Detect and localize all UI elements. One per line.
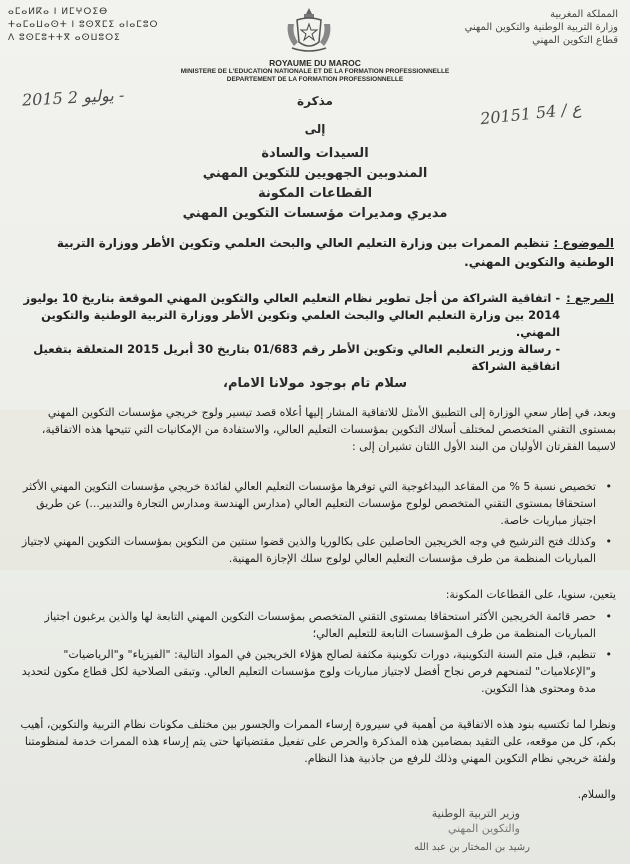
intro-paragraph: وبعد، في إطار سعي الوزارة إلى التطبيق الأمثل للاتفاقية المشار إليها أعلاه قصد تيسير ولوج خريجي مؤسسات التكوين المهني بمستوى التقني المتخصص لمختلف أسلاك التكوين بمؤسسات التعليم العالي، والاستفادة من الإمكانيات التي تتيحها هذه الاتفاقية، لاسيما الفقرتان الأوليان من البند الأول اللتان تشيران إلى :: [41, 406, 616, 453]
subject-label: الموضوع :: [553, 236, 614, 250]
list-item: [14, 478, 612, 529]
handwritten-date: 2015 يوليو 2 -: [21, 85, 125, 110]
header-arabic-line: قطاع التكوين المهني: [532, 35, 618, 46]
duty-intro: يتعين، سنويا، على القطاعات المكونة:: [445, 588, 616, 601]
bullet-list-1: [14, 478, 616, 567]
addressee-line: مديري ومديرات مؤسسات التكوين المهني: [182, 206, 448, 221]
addressee-line: المندوبين الجهويين للتكوين المهني: [202, 166, 428, 181]
subject: [14, 234, 614, 272]
bullet-icon: •: [605, 480, 612, 493]
list-item-text: وكذلك فتح الترشيح في وجه الخريجين الحاصلين على بكالوريا والذين قضوا سنتين من التكوين بمؤسسات التكوين المهني لاجتياز المباريات المنظمة من طرف مؤسسات التعليم العالي لولوج سلك الإجازة المهنية.: [21, 535, 596, 565]
subject-text: تنظيم الممرات بين وزارة التعليم العالي والبحث العلمي وتكوين الأطر ووزارة التربية الوطنية والتكوين المهني.: [56, 236, 614, 269]
handwritten-reference: 20151 ع / 54: [479, 98, 583, 129]
header-tifinagh: [8, 6, 218, 45]
royal-emblem-icon: [282, 4, 336, 56]
tifinagh-line: ⴰⵎⴰⵍⴽⴰ ⵏ ⵍⵎⵖⵔⵉⴱ: [8, 7, 109, 17]
reference-item: - اتفاقية الشراكة من أجل تطوير نظام التعليم العالي والتكوين المهني الموقعة بتاريخ 10 يوليوز 2014 بين وزارة التعليم العالي والبحث العلمي وتكوين الأطر ووزارة التربية الوطنية والتكوين المهني.: [23, 291, 561, 339]
tifinagh-line: ⴷ ⵓⵙⵎⵓⵜⵜⴳ ⴰⵙⵡⵓⵔⵉ: [8, 33, 121, 43]
addressee-line: القطاعات المكونة: [257, 186, 373, 201]
signature-title: وزير التربية الوطنية: [431, 807, 520, 820]
to-label: إلى: [304, 122, 326, 136]
salutation: والسلام.: [577, 788, 616, 801]
closing-paragraph: ونظرا لما تكتسيه بنود هذه الاتفاقية من أهمية في سيرورة إرساء الممرات والجسور بين مختلف مكونات نظام التربية والتكوين، أهيب بكم، كل من موقعه، على التقيد بمضامين هذه المذكرة والحرص على تفعيل مقتضياتها حتى يتم إرساء هذه الممرات خدمة لمنظومتنا ولفئة خريجي نظام التكوين المهني وذلك للرفع من جاذبية هذا النظام.: [20, 718, 616, 765]
list-item: [14, 533, 612, 567]
greeting: سلام تام بوجود مولانا الامام،: [223, 376, 407, 391]
list-item-text: تخصيص نسبة 5 % من المقاعد البيداغوجية التي توفرها مؤسسات التعليم العالي لفائدة خريجي مؤسسات التكوين المهني الأكثر استحقاقا بمستوى التقني المتخصص لولوج مؤسسات التعليم العالي (مدارس الهندسة ومدارس التجارة والتدبير...) عن طريق اجتياز مباريات خاصة.: [22, 480, 596, 527]
list-item: [14, 608, 612, 642]
bullet-icon: •: [605, 648, 612, 661]
addressee-line: السيدات والسادة: [261, 146, 369, 161]
list-item-text: حصر قائمة الخريجين الأكثر استحقاقا بمستوى التقني المتخصص بمؤسسات التكوين المهني التابعة لها والذين يرغبون اجتياز المباريات المنظمة من طرف المؤسسات التابعة للتعليم العالي؛: [44, 610, 596, 640]
ministry-name: MINISTERE DE L'EDUCATION NATIONALE ET DE LA FORMATION PROFESSIONNELLE: [180, 68, 450, 75]
kingdom-name: ROYAUME DU MAROC: [269, 58, 361, 68]
header-arabic-line: المملكة المغربية: [550, 9, 618, 20]
header-arabic: [418, 8, 618, 47]
signature-block: [330, 806, 520, 836]
list-item: [14, 646, 612, 697]
memo-title: مذكرة: [297, 94, 333, 108]
references-label: المرجع :: [566, 291, 614, 305]
references-list: [14, 290, 560, 375]
reference-item: - رسالة وزير التعليم العالي وتكوين الأطر رقم 01/683 بتاريخ 30 أبريل 2015 المتعلقة بتفعيل اتفاقية الشراكة: [33, 342, 561, 373]
tifinagh-line: ⵜⴰⵎⴰⵡⴰⵙⵜ ⵏ ⵓⵙⴳⵎⵉ ⴰⵏⴰⵎⵓⵔ: [8, 20, 159, 30]
department-name: DEPARTEMENT DE LA FORMATION PROFESSIONNELLE: [226, 76, 404, 83]
references-row: [14, 290, 614, 375]
signatory-name: رشيد بن المختار بن عبد الله: [414, 842, 530, 853]
ministry-block: [120, 58, 510, 84]
bullet-icon: •: [605, 535, 612, 548]
signature-title-2: والتكوين المهني: [447, 822, 520, 835]
list-item-text: تنظيم، قبل متم السنة التكوينية، دورات تكوينية مكثفة لصالح هؤلاء الخريجين في المواد التالية: "الفيزياء" و"الرياضيات" و"الإعلاميات" لتمنحهم فرص نجاح أفضل لاجتياز مباريات ولوج مؤسسات التعليم العالي. وتبقى الصلاحية لكل قطاع مكون لتحديد مدة ومحتوى هذا التكوين.: [21, 648, 596, 695]
bullet-list-2: [14, 608, 616, 697]
references: [14, 290, 614, 375]
bullet-icon: •: [605, 610, 612, 623]
header-arabic-line: وزارة التربية الوطنية والتكوين المهني: [464, 22, 618, 33]
